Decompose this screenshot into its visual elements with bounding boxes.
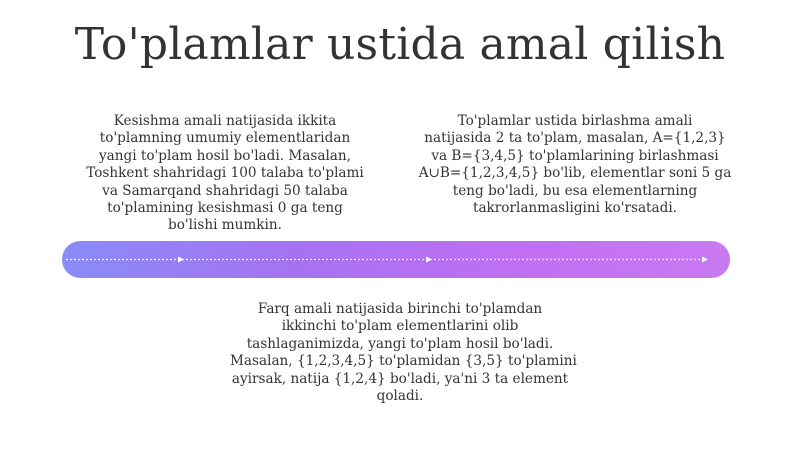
text-line: takrorlanmasligini ko'rsatadi. [472,200,677,217]
text-line: to'plamning umumiy elementlaridan [99,130,351,147]
text-line: ikkinchi to'plam elementlarini olib [281,318,519,335]
text-line: natijasida 2 ta to'plam, masalan, A={1,2,3} [424,130,726,147]
text-line: Masalan, {1,2,3,4,5} to'plamidan {3,5} to'plamini [230,353,577,370]
text-line: Farq amali natijasida birinchi to'plamdan [257,301,543,317]
text-line: teng bo'ladi, bu esa elementlarning [452,182,698,199]
text-line: va Samarqand shahridagi 50 talaba [102,182,348,199]
arrow-icon [178,257,184,263]
intersection-paragraph [60,113,390,235]
union-paragraph [410,113,740,217]
text-line: To'plamlar ustida birlashma amali [457,113,693,129]
arrow-icon [702,257,708,263]
text-line: bo'lishi mumkin. [168,217,282,234]
text-line: va B={3,4,5} to'plamlarining birlashmasi [431,147,719,164]
text-line: Toshkent shahridagi 100 talaba to'plami [86,165,364,182]
text-line: to'plamining kesishmasi 0 ga teng [107,200,343,217]
timeline-arrows [62,241,730,278]
text-line: qoladi. [376,388,424,405]
arrow-icon [426,257,432,263]
text-line: tashlaganimizda, yangi to'plam hosil bo'ladi. [246,335,554,352]
text-line: ayirsak, natija {1,2,4} bo'ladi, ya'ni 3 ta element [231,370,569,387]
difference-paragraph [230,301,577,405]
text-line: A∪B={1,2,3,4,5} bo'lib, elementlar soni 5 ga [418,165,732,182]
text-line: yangi to'plam hosil bo'ladi. Masalan, [99,147,351,164]
page-title: To'plamlar ustida amal qilish [74,19,726,70]
text-line: Kesishma amali natijasida ikkita [113,113,337,129]
